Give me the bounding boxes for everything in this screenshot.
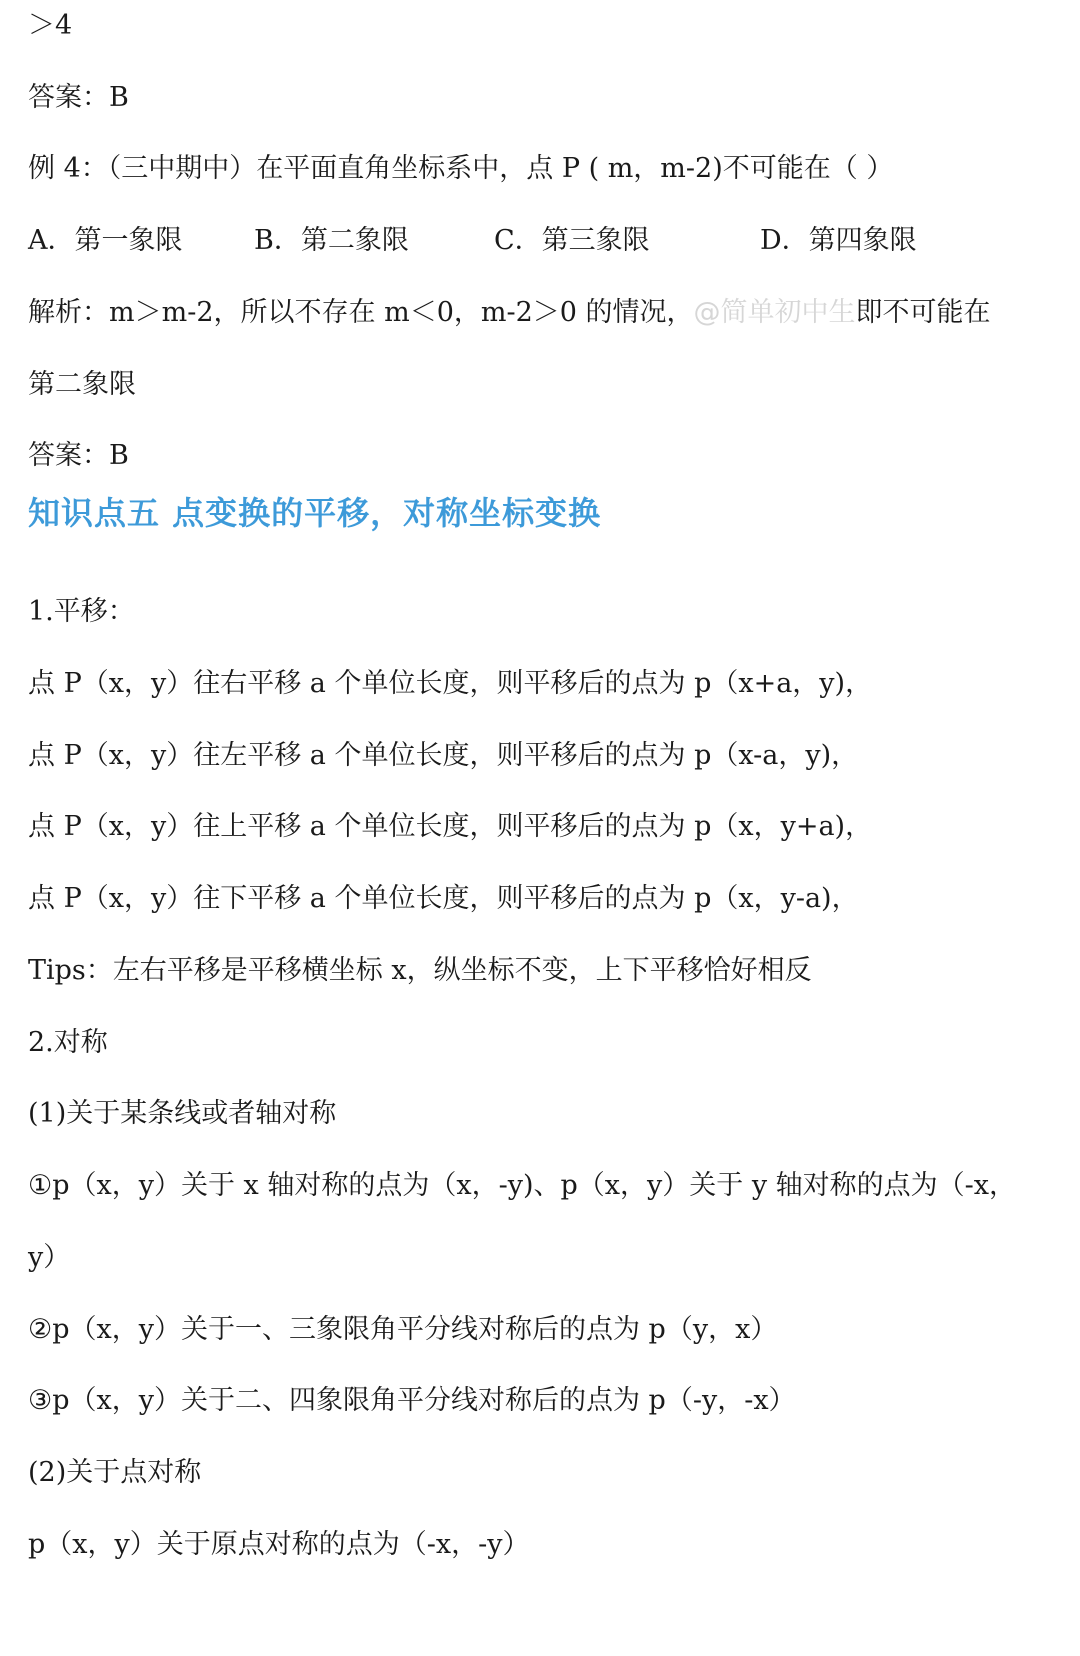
- answer-line-2: 答案：B: [28, 440, 129, 471]
- translation-title: 1.平移：: [28, 596, 135, 627]
- option-c: C．第三象限: [494, 225, 650, 256]
- section-heading: 知识点五 点变换的平移，对称坐标变换: [28, 494, 602, 532]
- translation-down: 点 P（x，y）往下平移 a 个单位长度，则平移后的点为 p（x，y-a)，: [28, 883, 859, 914]
- translation-up: 点 P（x，y）往上平移 a 个单位长度，则平移后的点为 p（x，y+a)，: [28, 811, 873, 842]
- point-symmetry-title: (2)关于点对称: [28, 1457, 202, 1488]
- option-a: A．第一象限: [28, 225, 183, 256]
- example-4-options: [28, 223, 1028, 259]
- analysis-text-part1: 解析：m＞m-2，所以不存在 m＜0，m-2＞0 的情况，: [28, 297, 694, 328]
- option-d: D．第四象限: [760, 225, 917, 256]
- point-symmetry-rule-1: p（x，y）关于原点对称的点为（-x，-y）: [28, 1529, 530, 1560]
- translation-right: 点 P（x，y）往右平移 a 个单位长度，则平移后的点为 p（x+a，y)，: [28, 668, 873, 699]
- gt4-line: ＞4: [28, 10, 73, 41]
- analysis-line: [28, 295, 991, 331]
- watermark: @简单初中生: [693, 297, 856, 328]
- option-b: B．第二象限: [254, 225, 409, 256]
- translation-left: 点 P（x，y）往左平移 a 个单位长度，则平移后的点为 p（x-a，y)，: [28, 740, 859, 771]
- axis-symmetry-rule-1-continuation: y）: [28, 1242, 71, 1273]
- symmetry-title: 2.对称: [28, 1027, 108, 1058]
- axis-symmetry-rule-3: ③p（x，y）关于二、四象限角平分线对称后的点为 p（-y，-x）: [28, 1385, 796, 1416]
- axis-symmetry-rule-1: ①p（x，y）关于 x 轴对称的点为（x，-y)、p（x，y）关于 y 轴对称的点为（-x，: [28, 1170, 1017, 1201]
- analysis-text-part2: 即不可能在: [855, 297, 991, 328]
- answer-line-1: 答案：B: [28, 82, 129, 113]
- analysis-continuation: 第二象限: [28, 369, 136, 400]
- axis-symmetry-rule-2: ②p（x，y）关于一、三象限角平分线对称后的点为 p（y，x）: [28, 1314, 778, 1345]
- axis-symmetry-title: (1)关于某条线或者轴对称: [28, 1098, 337, 1129]
- tips-line: Tips：左右平移是平移横坐标 x，纵坐标不变，上下平移恰好相反: [28, 955, 812, 986]
- example-4-question: 例 4：（三中期中）在平面直角坐标系中，点 P ( m，m-2)不可能在（ ）: [28, 153, 894, 184]
